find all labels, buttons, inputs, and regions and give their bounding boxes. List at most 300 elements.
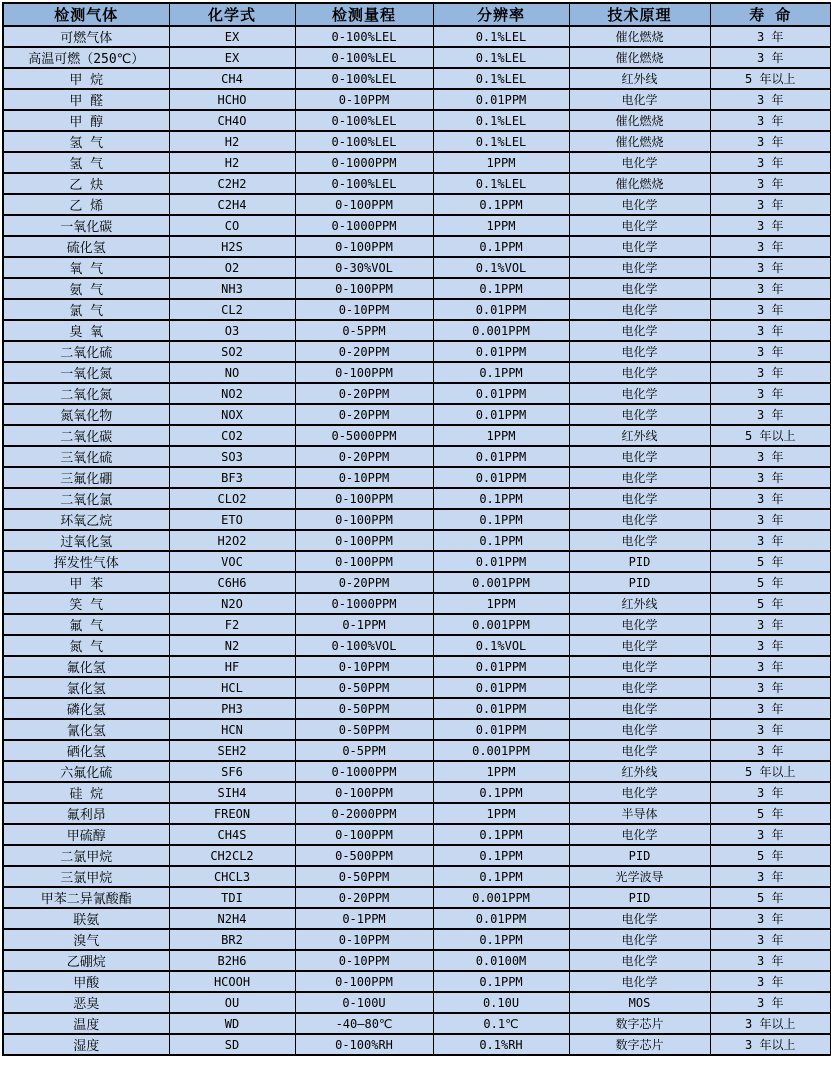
table-row [3,89,831,110]
table-cell: 3 年 [710,677,831,698]
table-cell: NO2 [169,383,295,404]
table-cell: 0-20PPM [295,383,433,404]
table-cell: 5 年 [710,887,831,908]
table-cell: CHCL3 [169,866,295,887]
table-cell: 0-50PPM [295,677,433,698]
table-cell: 3 年 [710,824,831,845]
table-cell: 甲 醇 [3,110,169,131]
table-cell: 0.1%LEL [433,173,569,194]
table-cell: 3 年 [710,635,831,656]
table-cell: 0-20PPM [295,572,433,593]
table-cell: 磷化氢 [3,698,169,719]
table-cell: 0-10PPM [295,299,433,320]
table-cell: 3 年以上 [710,1034,831,1055]
table-body [3,26,831,1055]
table-cell: 0-50PPM [295,866,433,887]
table-cell: 0-5000PPM [295,425,433,446]
table-cell: 甲 苯 [3,572,169,593]
table-cell: 电化学 [569,299,710,320]
table-cell: 0-100PPM [295,782,433,803]
table-cell: 0-20PPM [295,887,433,908]
table-cell: 0.01PPM [433,89,569,110]
table-cell: 3 年 [710,257,831,278]
table-cell: 0.1PPM [433,971,569,992]
table-cell: 0.1℃ [433,1013,569,1034]
table-cell: 0-100PPM [295,551,433,572]
table-cell: 0.1%LEL [433,26,569,47]
table-cell: 红外线 [569,761,710,782]
table-cell: CO2 [169,425,295,446]
table-cell: 0.01PPM [433,719,569,740]
table-cell: 0.1%LEL [433,47,569,68]
table-cell: HCOOH [169,971,295,992]
table-cell: 电化学 [569,509,710,530]
table-cell: 0.1PPM [433,509,569,530]
table-cell: H2 [169,131,295,152]
table-cell: C2H2 [169,173,295,194]
table-cell: 0.001PPM [433,887,569,908]
table-cell: 氧 气 [3,257,169,278]
table-cell: 电化学 [569,929,710,950]
table-cell: 硫化氢 [3,236,169,257]
table-cell: 3 年 [710,341,831,362]
table-cell: 一氧化碳 [3,215,169,236]
table-cell: 乙 炔 [3,173,169,194]
table-cell: 红外线 [569,593,710,614]
table-cell: 5 年以上 [710,761,831,782]
table-cell: 0.01PPM [433,677,569,698]
table-cell: 二氧化氯 [3,488,169,509]
table-cell: N2 [169,635,295,656]
table-cell: 温度 [3,1013,169,1034]
table-cell: HCHO [169,89,295,110]
table-cell: PID [569,572,710,593]
table-cell: FREON [169,803,295,824]
table-cell: MOS [569,992,710,1013]
table-row [3,551,831,572]
table-cell: 电化学 [569,656,710,677]
table-cell: 光学波导 [569,866,710,887]
table-cell: 数字芯片 [569,1034,710,1055]
table-cell: 0.1%LEL [433,68,569,89]
table-cell: 3 年 [710,509,831,530]
table-cell: PID [569,845,710,866]
table-row [3,845,831,866]
table-row [3,635,831,656]
table-cell: 3 年 [710,173,831,194]
table-cell: PID [569,887,710,908]
table-cell: 0-20PPM [295,446,433,467]
table-cell: 0-50PPM [295,719,433,740]
table-cell: 0-5PPM [295,320,433,341]
table-row [3,908,831,929]
table-cell: 电化学 [569,404,710,425]
table-cell: 0-2000PPM [295,803,433,824]
table-cell: 0.001PPM [433,572,569,593]
table-cell: 0-10PPM [295,467,433,488]
table-cell: 0.01PPM [433,908,569,929]
table-cell: 0.1PPM [433,782,569,803]
table-cell: 3 年 [710,782,831,803]
table-cell: 3 年 [710,971,831,992]
table-cell: 电化学 [569,677,710,698]
table-cell: NO [169,362,295,383]
table-cell: 电化学 [569,236,710,257]
table-cell: 电化学 [569,194,710,215]
table-cell: 0-5PPM [295,740,433,761]
table-cell: H2O2 [169,530,295,551]
table-row [3,824,831,845]
table-cell: 恶臭 [3,992,169,1013]
table-cell: H2 [169,152,295,173]
table-cell: HCL [169,677,295,698]
table-cell: O3 [169,320,295,341]
table-cell: 0-500PPM [295,845,433,866]
table-row [3,110,831,131]
table-cell: 三氯甲烷 [3,866,169,887]
table-cell: 5 年 [710,551,831,572]
table-cell: H2S [169,236,295,257]
table-cell: 0.01PPM [433,299,569,320]
table-row [3,593,831,614]
table-cell: 0-1PPM [295,908,433,929]
table-cell: 电化学 [569,908,710,929]
table-cell: 挥发性气体 [3,551,169,572]
table-row [3,299,831,320]
table-cell: 氰化氢 [3,719,169,740]
table-cell: 数字芯片 [569,1013,710,1034]
table-row [3,425,831,446]
table-cell: 0-100PPM [295,824,433,845]
table-cell: 电化学 [569,278,710,299]
table-cell: BF3 [169,467,295,488]
table-cell: 0.1%VOL [433,635,569,656]
table-cell: 高温可燃（250℃） [3,47,169,68]
table-row [3,740,831,761]
table-cell: 电化学 [569,824,710,845]
table-cell: 5 年以上 [710,68,831,89]
table-cell: 0-10PPM [295,656,433,677]
table-cell: BR2 [169,929,295,950]
table-cell: SD [169,1034,295,1055]
table-cell: PID [569,551,710,572]
table-cell: 3 年 [710,908,831,929]
table-cell: EX [169,26,295,47]
table-cell: 3 年以上 [710,1013,831,1034]
table-cell: 三氧化硫 [3,446,169,467]
table-cell: 0.001PPM [433,614,569,635]
table-cell: 3 年 [710,719,831,740]
table-cell: 甲 烷 [3,68,169,89]
table-cell: TDI [169,887,295,908]
table-cell: F2 [169,614,295,635]
table-cell: EX [169,47,295,68]
table-cell: 电化学 [569,341,710,362]
table-cell: 电化学 [569,614,710,635]
table-cell: 0-10PPM [295,89,433,110]
table-cell: O2 [169,257,295,278]
table-cell: SO2 [169,341,295,362]
table-cell: 笑 气 [3,593,169,614]
table-cell: 0.1%LEL [433,110,569,131]
table-row [3,341,831,362]
table-cell: 3 年 [710,404,831,425]
table-cell: WD [169,1013,295,1034]
table-cell: 氯 气 [3,299,169,320]
table-cell: 0.1PPM [433,278,569,299]
table-cell: 3 年 [710,467,831,488]
table-cell: OU [169,992,295,1013]
table-row [3,383,831,404]
table-cell: 臭 氧 [3,320,169,341]
table-cell: 一氧化氮 [3,362,169,383]
table-cell: 1PPM [433,425,569,446]
table-cell: 0-100PPM [295,362,433,383]
table-cell: 二氧化碳 [3,425,169,446]
table-cell: 3 年 [710,866,831,887]
table-cell: 氢 气 [3,152,169,173]
table-row [3,26,831,47]
table-cell: 电化学 [569,89,710,110]
table-cell: 0.1PPM [433,488,569,509]
table-cell: 3 年 [710,992,831,1013]
gas-spec-table [2,2,831,1056]
table-row [3,614,831,635]
table-cell: 催化燃烧 [569,173,710,194]
column-header-principle: 技术原理 [569,3,710,26]
table-cell: 氮氧化物 [3,404,169,425]
table-row [3,803,831,824]
table-row [3,278,831,299]
table-cell: NOX [169,404,295,425]
table-cell: 3 年 [710,47,831,68]
table-cell: 5 年 [710,845,831,866]
table-cell: 乙硼烷 [3,950,169,971]
table-cell: 电化学 [569,782,710,803]
table-cell: 0-100PPM [295,194,433,215]
table-cell: CH4 [169,68,295,89]
table-cell: 二氯甲烷 [3,845,169,866]
column-header-formula: 化学式 [169,3,295,26]
table-cell: 3 年 [710,236,831,257]
table-row [3,509,831,530]
table-cell: 1PPM [433,215,569,236]
table-cell: 0.01PPM [433,404,569,425]
table-cell: 3 年 [710,110,831,131]
table-cell: 氨 气 [3,278,169,299]
table-cell: 3 年 [710,530,831,551]
table-cell: 湿度 [3,1034,169,1055]
table-cell: SF6 [169,761,295,782]
column-header-resolution: 分辨率 [433,3,569,26]
table-row [3,47,831,68]
table-cell: 5 年 [710,803,831,824]
table-cell: 电化学 [569,152,710,173]
table-cell: 0.1PPM [433,236,569,257]
table-cell: 甲 醛 [3,89,169,110]
table-cell: CH4O [169,110,295,131]
table-cell: 0.001PPM [433,740,569,761]
table-cell: 催化燃烧 [569,26,710,47]
table-cell: 0-100%LEL [295,173,433,194]
table-cell: 二氧化氮 [3,383,169,404]
column-header-lifespan: 寿 命 [710,3,831,26]
table-header [3,3,831,26]
table-cell: 3 年 [710,929,831,950]
table-cell: 0-30%VOL [295,257,433,278]
table-cell: 氯化氢 [3,677,169,698]
table-cell: 红外线 [569,425,710,446]
header-row [3,3,831,26]
table-cell: HCN [169,719,295,740]
table-cell: 0-20PPM [295,341,433,362]
table-row [3,929,831,950]
table-row [3,152,831,173]
table-cell: 电化学 [569,383,710,404]
table-row [3,215,831,236]
table-cell: 电化学 [569,740,710,761]
table-cell: 0-100PPM [295,509,433,530]
table-cell: 5 年 [710,593,831,614]
table-cell: C6H6 [169,572,295,593]
table-row [3,782,831,803]
table-cell: 0-100PPM [295,278,433,299]
table-cell: 0-1000PPM [295,761,433,782]
table-cell: 5 年 [710,572,831,593]
table-cell: N2O [169,593,295,614]
table-cell: 0-10PPM [295,929,433,950]
table-cell: SO3 [169,446,295,467]
table-cell: 0.1PPM [433,824,569,845]
table-cell: 3 年 [710,383,831,404]
table-cell: 电化学 [569,530,710,551]
table-cell: 0-50PPM [295,698,433,719]
table-cell: 0-100%RH [295,1034,433,1055]
table-cell: 0.01PPM [433,446,569,467]
table-cell: 0-100%LEL [295,131,433,152]
table-cell: 0.1PPM [433,845,569,866]
table-row [3,131,831,152]
table-row [3,194,831,215]
column-header-range: 检测量程 [295,3,433,26]
table-cell: 1PPM [433,803,569,824]
table-row [3,719,831,740]
table-cell: 0-1000PPM [295,215,433,236]
table-cell: 0.01PPM [433,467,569,488]
table-cell: 3 年 [710,656,831,677]
table-row [3,698,831,719]
table-cell: 0.01PPM [433,698,569,719]
table-cell: CH4S [169,824,295,845]
table-cell: 电化学 [569,950,710,971]
table-cell: HF [169,656,295,677]
table-cell: 硅 烷 [3,782,169,803]
table-cell: 0.10U [433,992,569,1013]
table-cell: CH2CL2 [169,845,295,866]
table-cell: 0-100PPM [295,530,433,551]
table-cell: -40—80℃ [295,1013,433,1034]
table-row [3,1034,831,1055]
table-cell: 0.1PPM [433,362,569,383]
table-cell: 0.0100M [433,950,569,971]
table-row [3,572,831,593]
table-cell: 0-100PPM [295,488,433,509]
table-cell: 0.1PPM [433,530,569,551]
table-cell: 0.01PPM [433,551,569,572]
table-cell: 0.1PPM [433,194,569,215]
table-cell: PH3 [169,698,295,719]
table-row [3,362,831,383]
table-cell: 0.1PPM [433,929,569,950]
table-row [3,950,831,971]
table-cell: 可燃气体 [3,26,169,47]
table-cell: 3 年 [710,299,831,320]
table-row [3,1013,831,1034]
table-cell: 3 年 [710,152,831,173]
table-cell: 0-100%LEL [295,110,433,131]
table-cell: 甲苯二异氰酸酯 [3,887,169,908]
table-row [3,761,831,782]
table-cell: C2H4 [169,194,295,215]
table-cell: 1PPM [433,761,569,782]
table-cell: 3 年 [710,488,831,509]
table-row [3,257,831,278]
column-header-gas: 检测气体 [3,3,169,26]
table-cell: 半导体 [569,803,710,824]
table-cell: 电化学 [569,446,710,467]
table-cell: ETO [169,509,295,530]
table-cell: 0-100PPM [295,236,433,257]
table-row [3,992,831,1013]
table-row [3,236,831,257]
table-cell: 0-100U [295,992,433,1013]
table-cell: 1PPM [433,593,569,614]
table-cell: 0-100%LEL [295,47,433,68]
table-cell: 0-1000PPM [295,152,433,173]
table-cell: CL2 [169,299,295,320]
table-cell: 0.001PPM [433,320,569,341]
table-cell: 电化学 [569,719,710,740]
table-cell: 电化学 [569,467,710,488]
table-cell: 电化学 [569,698,710,719]
table-cell: 3 年 [710,320,831,341]
table-cell: 环氧乙烷 [3,509,169,530]
table-row [3,446,831,467]
table-cell: 溴气 [3,929,169,950]
table-cell: 氮 气 [3,635,169,656]
table-row [3,320,831,341]
table-row [3,971,831,992]
table-cell: B2H6 [169,950,295,971]
table-row [3,467,831,488]
table-cell: 0.1PPM [433,866,569,887]
table-cell: CLO2 [169,488,295,509]
table-cell: 电化学 [569,362,710,383]
table-cell: 0.1%RH [433,1034,569,1055]
table-cell: 电化学 [569,488,710,509]
table-row [3,656,831,677]
table-cell: 3 年 [710,446,831,467]
table-row [3,677,831,698]
table-cell: 红外线 [569,68,710,89]
table-cell: 3 年 [710,278,831,299]
table-cell: 电化学 [569,635,710,656]
table-cell: 联氨 [3,908,169,929]
table-cell: 氟利昂 [3,803,169,824]
table-row [3,887,831,908]
table-cell: 5 年以上 [710,425,831,446]
table-cell: 硒化氢 [3,740,169,761]
